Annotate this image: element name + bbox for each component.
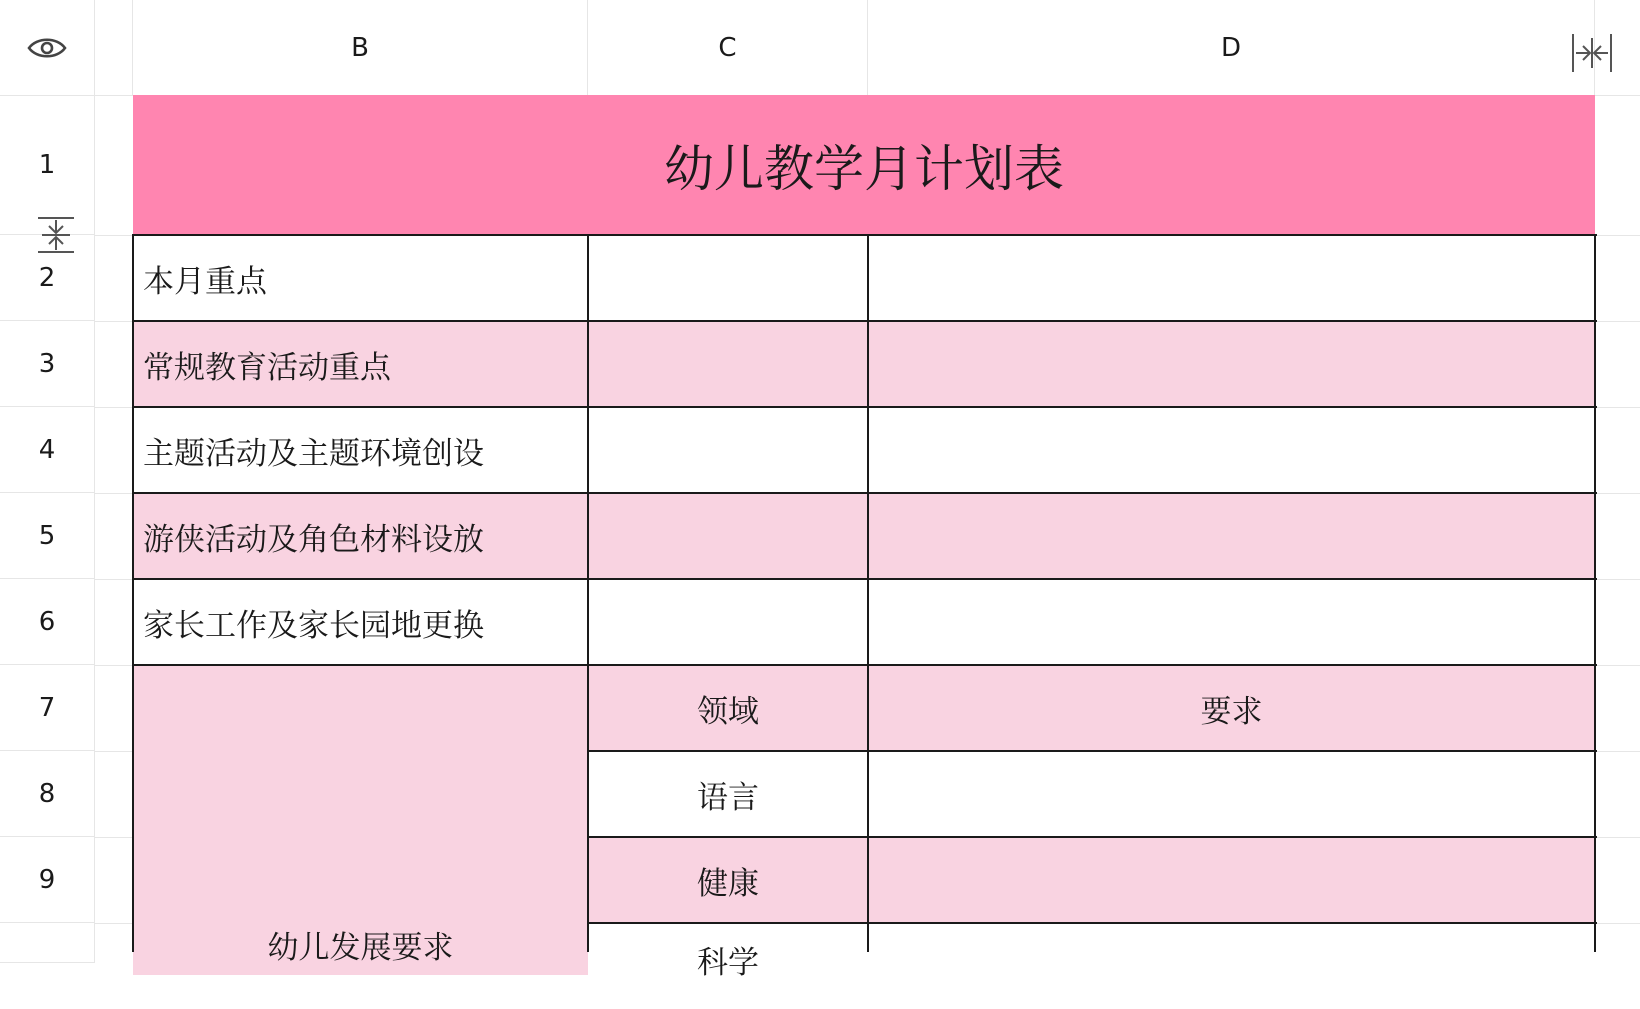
column-header-a-collapsed[interactable] [95,0,133,95]
cell-c5[interactable] [588,493,868,579]
gridline [95,407,133,494]
gridline [1595,579,1640,666]
gridline [1595,493,1640,580]
cell-b6[interactable]: 家长工作及家长园地更换 [133,579,588,665]
cell-c6[interactable] [588,579,868,665]
row-header-1[interactable]: 1 [0,95,95,235]
cell-c2[interactable] [588,235,868,321]
cell-d10[interactable] [868,923,1595,1009]
row-header-4[interactable]: 4 [0,407,95,493]
row-header-5[interactable]: 5 [0,493,95,579]
border [588,836,1597,838]
cell-d8[interactable] [868,751,1595,837]
gridline [1595,321,1640,408]
gridline [1595,751,1640,838]
border [133,578,1597,580]
border [132,234,134,952]
cell-d2[interactable] [868,235,1595,321]
collapse-rows-icon[interactable] [36,215,76,255]
cell-d5[interactable] [868,493,1595,579]
border [588,922,1597,924]
cell-b2[interactable]: 本月重点 [133,235,588,321]
cell-c8[interactable]: 语言 [588,751,868,837]
gridline [95,235,133,322]
cell-b3[interactable]: 常规教育活动重点 [133,321,588,407]
cell-c10[interactable]: 科学 [588,923,868,1009]
row-header-3[interactable]: 3 [0,321,95,407]
row-header-2[interactable]: 2 [0,235,95,321]
cell-b5[interactable]: 游侠活动及角色材料设放 [133,493,588,579]
cell-c9[interactable]: 健康 [588,837,868,923]
gridline [1595,95,1640,236]
border [588,750,1597,752]
gridline [1595,235,1640,322]
cell-d9[interactable] [868,837,1595,923]
border [587,234,589,952]
border [1594,234,1596,952]
column-header-row [0,0,1640,96]
gridline [95,579,133,666]
cell-d7-requirement-header[interactable]: 要求 [868,665,1595,751]
row-header-9[interactable]: 9 [0,837,95,923]
visibility-toggle[interactable] [0,0,95,95]
gridline [95,751,133,838]
row-header-7[interactable]: 7 [0,665,95,751]
gridline [1595,665,1640,752]
cell-b4[interactable]: 主题活动及主题环境创设 [133,407,588,493]
border [867,234,869,952]
border [133,320,1597,322]
cell-c3[interactable] [588,321,868,407]
row-resize-handle[interactable] [36,215,76,259]
border [133,234,1597,236]
border [133,492,1597,494]
eye-icon[interactable] [27,35,67,61]
border [133,406,1597,408]
column-header-b[interactable]: B [133,0,588,95]
gridline [1595,837,1640,924]
cell-c4[interactable] [588,407,868,493]
row-header-10[interactable] [0,923,95,963]
gridline [95,493,133,580]
cell-d3[interactable] [868,321,1595,407]
collapse-columns-icon[interactable] [1570,32,1614,74]
column-resize-handle[interactable] [1570,32,1614,78]
row-header-8[interactable]: 8 [0,751,95,837]
row-header-6[interactable]: 6 [0,579,95,665]
cell-d4[interactable] [868,407,1595,493]
title-cell[interactable]: 幼儿教学月计划表 [133,95,1595,235]
gridline [95,837,133,924]
cell-b7-merged[interactable]: 幼儿发展要求 [133,665,588,975]
border [133,664,1597,666]
column-header-c[interactable]: C [588,0,868,95]
cell-c7-domain-header[interactable]: 领域 [588,665,868,751]
gridline [95,95,133,236]
column-header-d[interactable]: D [868,0,1595,95]
cell-d6[interactable] [868,579,1595,665]
gridline [95,665,133,752]
gridline [1595,407,1640,494]
gridline [95,321,133,408]
